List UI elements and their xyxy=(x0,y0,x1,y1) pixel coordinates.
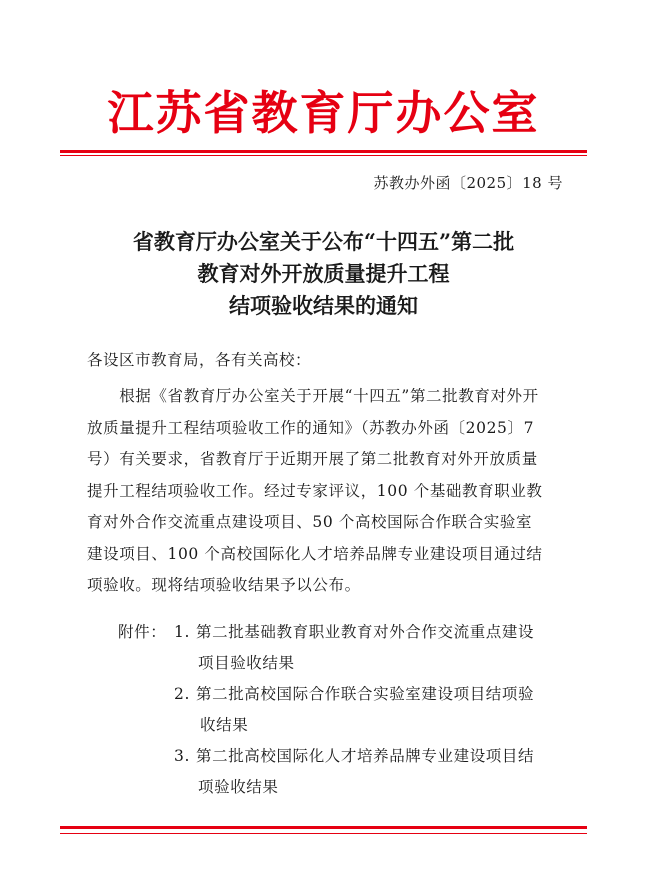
attachment-text-continued: 收结果 xyxy=(200,716,249,734)
attachment-text: 第二批高校国际化人才培养品牌专业建设项目结 xyxy=(196,747,535,765)
masthead-rule-thin xyxy=(60,155,587,156)
body-line: 放质量提升工程结项验收工作的通知》（苏教办外函〔2025〕7 xyxy=(87,418,535,437)
body-paragraph xyxy=(87,381,577,602)
attachment-text: 第二批高校国际合作联合实验室建设项目结项验 xyxy=(196,685,535,703)
document-number: 苏教办外函〔2025〕18 号 xyxy=(373,174,563,192)
title-line: 结项验收结果的通知 xyxy=(229,293,418,318)
attachments-label: 附件： xyxy=(118,623,167,641)
attachment-item xyxy=(118,617,588,648)
attachment-text-continued: 项验收结果 xyxy=(198,778,279,796)
salutation: 各设区市教育局，各有关高校： xyxy=(87,351,312,369)
body-line: 根据《省教育厅办公室关于开展“十四五”第二批教育对外开 xyxy=(87,387,539,405)
document-title xyxy=(0,226,647,322)
attachments-list xyxy=(118,617,588,803)
title-line: 省教育厅办公室关于公布“十四五”第二批 xyxy=(132,229,515,254)
footer-rule-thick xyxy=(60,826,587,829)
body-line: 号）有关要求，省教育厅于近期开展了第二批教育对外开放质量 xyxy=(87,450,538,468)
body-line: 建设项目、100 个高校国际化人才培养品牌专业建设项目通过结 xyxy=(87,544,543,563)
footer-rule-thin xyxy=(60,833,587,834)
body-line: 育对外合作交流重点建设项目、50 个高校国际合作联合实验室 xyxy=(87,513,533,531)
attachment-number: 3. xyxy=(174,747,190,765)
attachment-text-continued: 项目验收结果 xyxy=(198,654,295,672)
attachment-number: 1. xyxy=(174,623,190,641)
masthead-title: 江苏省教育厅办公室 xyxy=(107,86,540,140)
title-line: 教育对外开放质量提升工程 xyxy=(197,261,450,286)
attachment-number: 2. xyxy=(174,685,190,703)
body-line: 提升工程结项验收工作。经过专家评议，100 个基础教育职业教 xyxy=(87,481,543,500)
attachment-item xyxy=(118,679,588,710)
attachment-text: 第二批基础教育职业教育对外合作交流重点建设 xyxy=(196,623,535,641)
body-line: 项验收。现将结项验收结果予以公布。 xyxy=(87,576,361,594)
attachment-item xyxy=(118,741,588,772)
masthead-rule-thick xyxy=(60,150,587,153)
